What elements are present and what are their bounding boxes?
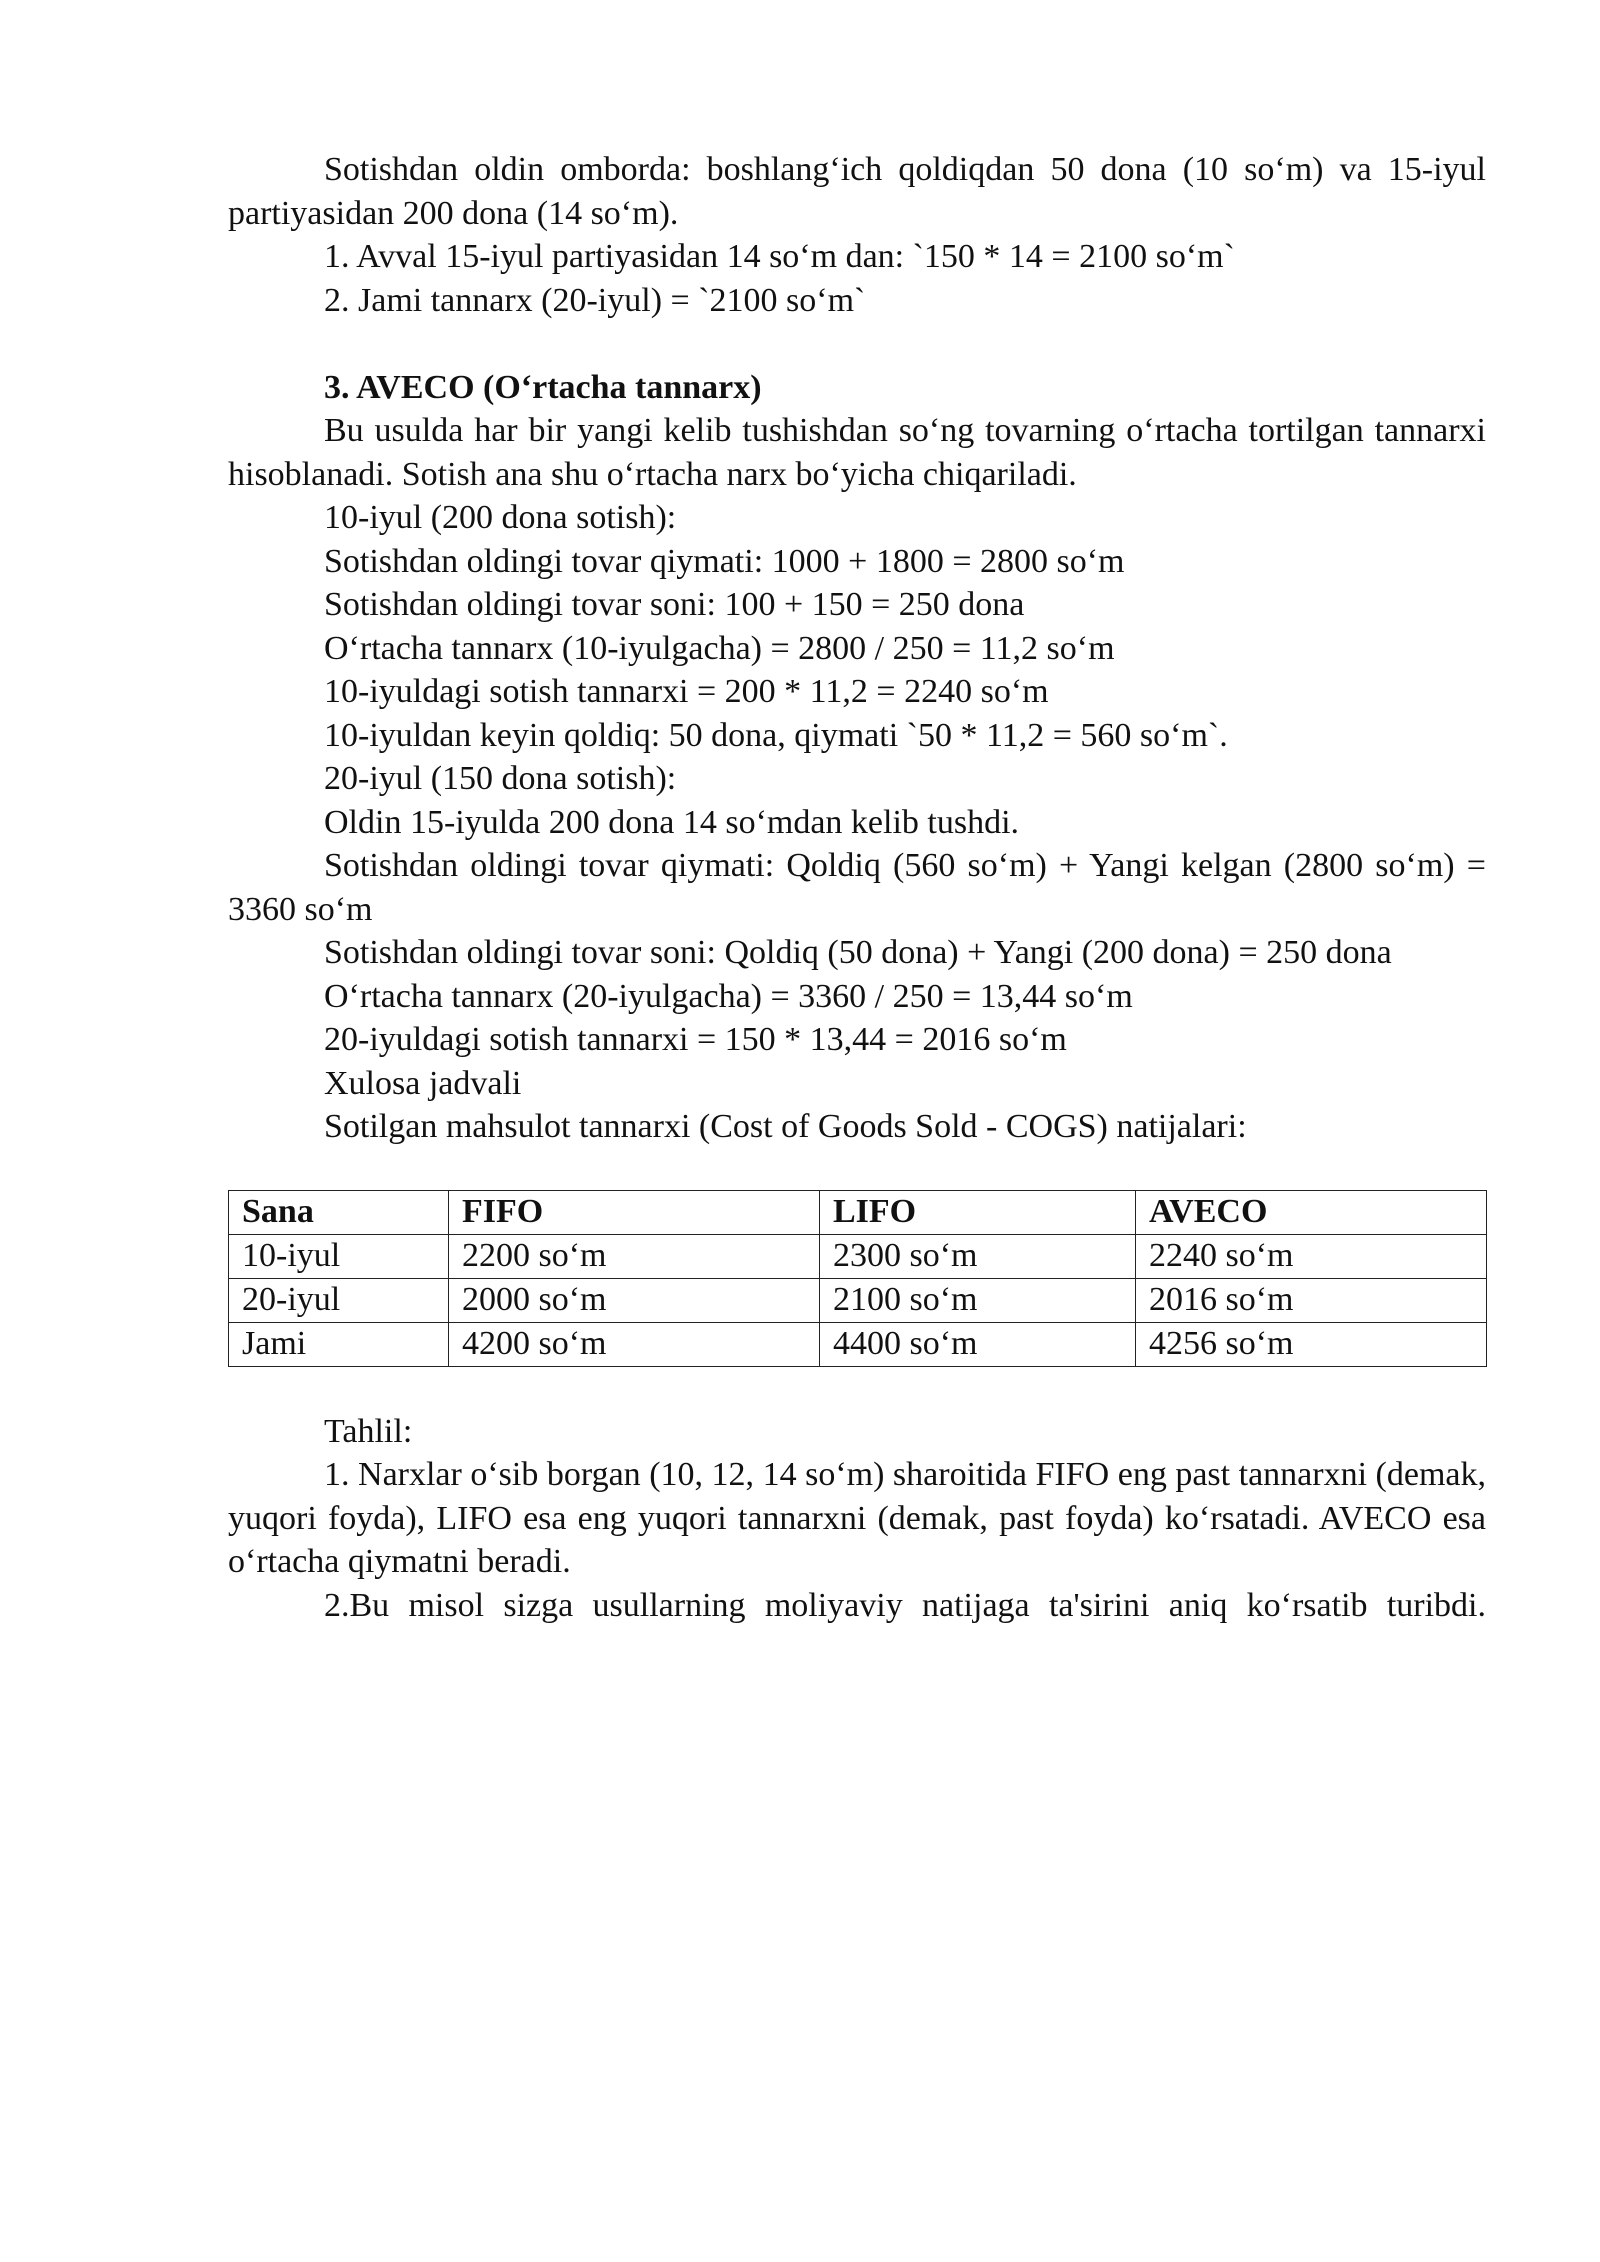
calc-line: 10-iyuldagi sotish tannarxi = 200 * 11,2 = 2240 so‘m [324, 673, 1049, 710]
table-row [229, 1278, 1487, 1322]
analysis-title: Tahlil: [324, 1412, 413, 1450]
cell-aveco: 2240 so‘m [1136, 1234, 1487, 1278]
calc-line: 2. Jami tannarx (20-iyul) = `2100 so‘m` [324, 281, 866, 319]
cogs-table-wrapper [228, 1190, 1486, 1367]
header-aveco: AVECO [1136, 1190, 1487, 1234]
spacer [228, 322, 1486, 366]
analysis-point: 2.Bu misol sizga usullarning moliyaviy natijaga ta'sirini aniq ko‘rsatib turibdi. [324, 1586, 1486, 1624]
calc-line: 10-iyul (200 dona sotish): [324, 499, 677, 536]
cell-date: 10-iyul [229, 1234, 449, 1278]
cell-fifo: 2200 so‘m [449, 1234, 820, 1278]
table-header-row [229, 1190, 1487, 1234]
calc-line: Sotishdan oldingi tovar qiymati: 1000 + 1800 = 2800 so‘m [324, 542, 1125, 580]
section-heading: 3. AVECO (O‘rtacha tannarx) [324, 368, 762, 406]
calc-line: Sotishdan oldingi tovar soni: 100 + 150 = 250 dona [324, 586, 1025, 623]
document-page [228, 148, 1486, 1627]
calc-line: 1. Avval 15-iyul partiyasidan 14 so‘m dan: `150 * 14 = 2100 so‘m` [324, 238, 1235, 275]
calc-line: O‘rtacha tannarx (20-iyulgacha) = 3360 / 250 = 13,44 so‘m [324, 977, 1133, 1015]
cell-aveco: 4256 so‘m [1136, 1322, 1487, 1366]
cell-date: Jami [229, 1322, 449, 1366]
calc-line: Oldin 15-iyulda 200 dona 14 so‘mdan kelib tushdi. [324, 803, 1020, 841]
calc-line: O‘rtacha tannarx (10-iyulgacha) = 2800 / 250 = 11,2 so‘m [324, 629, 1115, 667]
calc-line: 20-iyuldagi sotish tannarxi = 150 * 13,44 = 2016 so‘m [324, 1021, 1067, 1058]
calc-line: 20-iyul (150 dona sotish): [324, 760, 677, 797]
header-sana: Sana [229, 1190, 449, 1234]
spacer [228, 1367, 1486, 1410]
calc-paragraph: Sotishdan oldingi tovar qiymati: Qoldiq (560 so‘m) + Yangi kelgan (2800 so‘m) = 3360 so‘m [228, 847, 1486, 928]
cell-date: 20-iyul [229, 1278, 449, 1322]
table-intro: Sotilgan mahsulot tannarxi (Cost of Goods Sold - COGS) natijalari: [324, 1108, 1247, 1145]
analysis-point: 1. Narxlar o‘sib borgan (10, 12, 14 so‘m) sharoitida FIFO eng past tannarxni (demak, yuqori foyda), LIFO esa eng yuqori tannarxni (demak, past foyda) ko‘rsatadi. AVECO esa o‘rtacha qiymatni beradi. [228, 1456, 1486, 1580]
header-fifo: FIFO [449, 1190, 820, 1234]
table-total-row [229, 1322, 1487, 1366]
intro-paragraph: Sotishdan oldin omborda: boshlang‘ich qoldiqdan 50 dona (10 so‘m) va 15-iyul partiyasidan 200 dona (14 so‘m). [228, 151, 1486, 232]
cell-aveco: 2016 so‘m [1136, 1278, 1487, 1322]
calc-line: 10-iyuldan keyin qoldiq: 50 dona, qiymati `50 * 11,2 = 560 so‘m`. [324, 716, 1228, 754]
calc-line: Sotishdan oldingi tovar soni: Qoldiq (50 dona) + Yangi (200 dona) = 250 dona [324, 934, 1392, 971]
cell-lifo: 2100 so‘m [820, 1278, 1136, 1322]
cogs-table [228, 1190, 1487, 1367]
cell-fifo: 4200 so‘m [449, 1322, 820, 1366]
cell-fifo: 2000 so‘m [449, 1278, 820, 1322]
cell-lifo: 4400 so‘m [820, 1322, 1136, 1366]
table-row [229, 1234, 1487, 1278]
cell-lifo: 2300 so‘m [820, 1234, 1136, 1278]
header-lifo: LIFO [820, 1190, 1136, 1234]
method-description: Bu usulda har bir yangi kelib tushishdan so‘ng tovarning o‘rtacha tortilgan tannarxi hisoblanadi. Sotish ana shu o‘rtacha narx bo‘yicha chiqariladi. [228, 412, 1486, 493]
table-caption: Xulosa jadvali [324, 1064, 522, 1102]
